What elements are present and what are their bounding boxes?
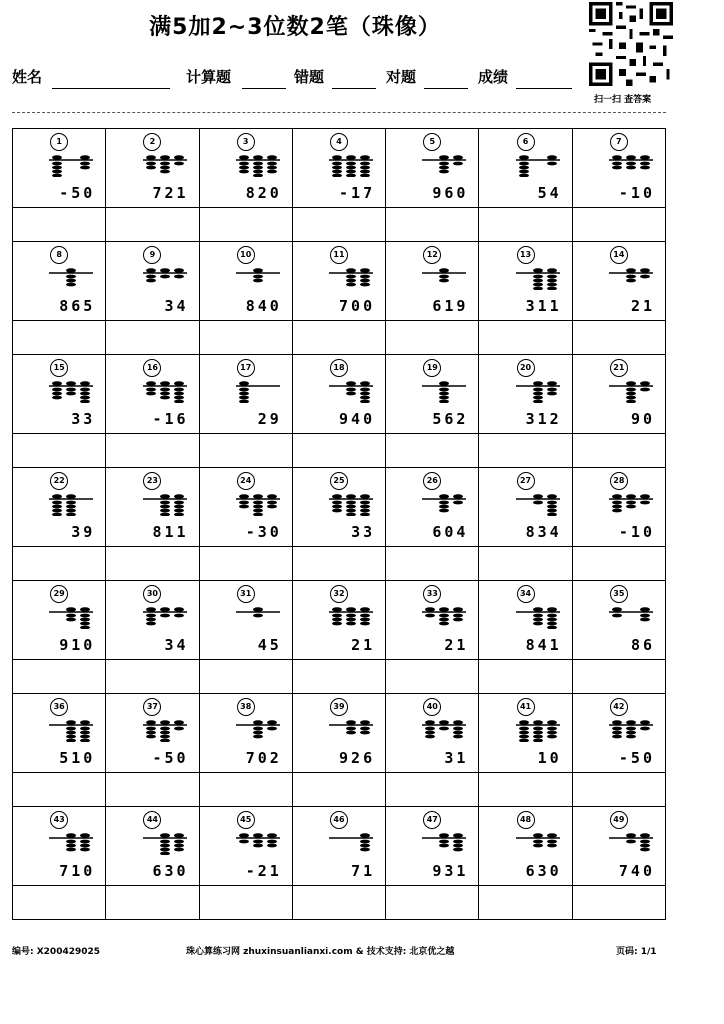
problem-cell (572, 468, 665, 547)
answer-cell[interactable] (106, 208, 199, 242)
problem-cell (106, 694, 199, 773)
wrong-label: 错题 (294, 68, 325, 86)
problem-number: 23 (143, 472, 161, 490)
answer-cell[interactable] (106, 321, 199, 355)
problem-number: 40 (423, 698, 441, 716)
abacus-beads-icon (516, 494, 560, 516)
problem-number: 9 (143, 246, 161, 264)
answer-cell[interactable] (572, 660, 665, 694)
problem-value: -17 (339, 184, 376, 202)
problem-number: 17 (237, 359, 255, 377)
problem-value: 34 (164, 636, 189, 654)
problem-value: 33 (351, 523, 376, 541)
problem-value: 54 (537, 184, 562, 202)
problem-number: 39 (330, 698, 348, 716)
problem-cell (479, 694, 572, 773)
problem-number: 11 (330, 246, 348, 264)
answer-cell[interactable] (572, 886, 665, 920)
answer-cell[interactable] (479, 208, 572, 242)
answer-cell[interactable] (386, 660, 479, 694)
problem-value: -10 (618, 523, 655, 541)
problem-value: 604 (432, 523, 469, 541)
problem-cell (106, 581, 199, 660)
problem-value: 931 (432, 862, 469, 880)
answer-cell[interactable] (386, 208, 479, 242)
problem-cell (292, 807, 385, 886)
problem-cell (386, 242, 479, 321)
problem-number: 5 (423, 133, 441, 151)
answer-cell[interactable] (106, 660, 199, 694)
problem-cell (479, 129, 572, 208)
footer-site: 珠心算练习网 zhuxinsuanlianxi.com & 技术支持: 北京优之越 (186, 947, 455, 957)
problem-value: -30 (245, 523, 282, 541)
problem-number: 4 (330, 133, 348, 151)
problem-number: 6 (517, 133, 535, 151)
problem-cell (386, 581, 479, 660)
answer-cell[interactable] (292, 208, 385, 242)
answer-cell[interactable] (386, 547, 479, 581)
answer-cell[interactable] (13, 434, 106, 468)
problem-value: 21 (351, 636, 376, 654)
problem-value: 29 (257, 410, 282, 428)
abacus-beads-icon (516, 268, 560, 290)
problem-cell (386, 807, 479, 886)
answer-cell[interactable] (13, 660, 106, 694)
problem-number: 12 (423, 246, 441, 264)
problem-value: 510 (59, 749, 96, 767)
problem-cell (479, 468, 572, 547)
problem-cell (572, 581, 665, 660)
problem-cell (572, 242, 665, 321)
problem-cell (199, 242, 292, 321)
abacus-beads-icon (422, 607, 466, 629)
problem-number: 47 (423, 811, 441, 829)
problem-value: 630 (525, 862, 562, 880)
problem-number: 28 (610, 472, 628, 490)
problem-number: 22 (50, 472, 68, 490)
problem-cell (479, 581, 572, 660)
abacus-beads-icon (329, 607, 373, 629)
problem-value: 630 (152, 862, 189, 880)
problem-value: 31 (444, 749, 469, 767)
abacus-beads-icon (516, 155, 560, 177)
doc-code: 编号: X200429025 (12, 947, 101, 957)
problem-value: -16 (152, 410, 189, 428)
problem-number: 49 (610, 811, 628, 829)
abacus-beads-icon (49, 381, 93, 403)
problem-value: 71 (351, 862, 376, 880)
problem-value: 21 (444, 636, 469, 654)
answer-cell[interactable] (106, 886, 199, 920)
answer-cell[interactable] (199, 660, 292, 694)
problem-cell (572, 807, 665, 886)
abacus-beads-icon (143, 607, 187, 629)
problem-cell (106, 468, 199, 547)
abacus-beads-icon (143, 268, 187, 290)
problem-cell (292, 129, 385, 208)
problem-cell (292, 242, 385, 321)
answer-cell[interactable] (292, 321, 385, 355)
problem-number: 24 (237, 472, 255, 490)
problem-number: 30 (143, 585, 161, 603)
problem-value: 33 (71, 410, 96, 428)
answer-cell[interactable] (479, 547, 572, 581)
problem-number: 10 (237, 246, 255, 264)
answer-cell[interactable] (13, 886, 106, 920)
problem-value: -50 (618, 749, 655, 767)
answer-cell[interactable] (13, 208, 106, 242)
abacus-beads-icon (516, 381, 560, 403)
answer-cell[interactable] (13, 321, 106, 355)
answer-cell[interactable] (13, 773, 106, 807)
name-blank[interactable] (52, 88, 170, 89)
problem-number: 16 (143, 359, 161, 377)
problem-value: 86 (630, 636, 655, 654)
problem-cell (106, 807, 199, 886)
count-label: 计算题 (186, 68, 232, 86)
answer-cell[interactable] (13, 547, 106, 581)
abacus-beads-icon (422, 494, 466, 516)
abacus-beads-icon (49, 833, 93, 855)
problem-value: 721 (152, 184, 189, 202)
problem-cell (292, 355, 385, 434)
abacus-beads-icon (329, 268, 373, 290)
abacus-beads-icon (609, 607, 653, 629)
problem-cell (199, 807, 292, 886)
count-blank[interactable] (242, 88, 286, 89)
problem-number: 33 (423, 585, 441, 603)
answer-cell[interactable] (292, 434, 385, 468)
answer-cell[interactable] (106, 434, 199, 468)
problem-number: 26 (423, 472, 441, 490)
abacus-beads-icon (516, 607, 560, 629)
abacus-beads-icon (236, 381, 280, 403)
problem-cell (106, 355, 199, 434)
right-label: 对题 (386, 68, 417, 86)
problem-cell (479, 807, 572, 886)
abacus-beads-icon (422, 155, 466, 177)
problem-value: 710 (59, 862, 96, 880)
problem-number: 7 (610, 133, 628, 151)
answer-cell[interactable] (386, 321, 479, 355)
answer-cell[interactable] (572, 547, 665, 581)
problem-number: 37 (143, 698, 161, 716)
problem-value: 619 (432, 297, 469, 315)
answer-cell[interactable] (199, 434, 292, 468)
answer-cell[interactable] (386, 773, 479, 807)
problem-value: -50 (59, 184, 96, 202)
problem-cell (479, 355, 572, 434)
qr-code (586, 2, 676, 86)
answer-cell[interactable] (106, 773, 199, 807)
answer-cell[interactable] (479, 773, 572, 807)
abacus-beads-icon (143, 833, 187, 855)
problem-number: 34 (517, 585, 535, 603)
answer-cell[interactable] (479, 434, 572, 468)
problem-number: 43 (50, 811, 68, 829)
problem-number: 42 (610, 698, 628, 716)
abacus-beads-icon (236, 155, 280, 177)
problem-number: 3 (237, 133, 255, 151)
problem-value: 940 (339, 410, 376, 428)
problem-cell (106, 242, 199, 321)
abacus-beads-icon (329, 381, 373, 403)
problem-value: 834 (525, 523, 562, 541)
problem-value: -50 (152, 749, 189, 767)
abacus-beads-icon (609, 833, 653, 855)
answer-cell[interactable] (199, 208, 292, 242)
answer-cell[interactable] (572, 434, 665, 468)
abacus-beads-icon (329, 833, 373, 855)
page-title: 满5加2~3位数2笔（珠像） (149, 15, 441, 40)
problem-cell (386, 355, 479, 434)
problem-value: 562 (432, 410, 469, 428)
problem-cell (199, 129, 292, 208)
problem-number: 18 (330, 359, 348, 377)
problem-grid (12, 128, 666, 920)
problem-cell (572, 355, 665, 434)
problem-number: 36 (50, 698, 68, 716)
abacus-beads-icon (609, 720, 653, 742)
problem-value: 21 (630, 297, 655, 315)
abacus-beads-icon (49, 268, 93, 290)
problem-cell (572, 694, 665, 773)
problem-cell (292, 468, 385, 547)
abacus-beads-icon (143, 494, 187, 516)
abacus-beads-icon (143, 155, 187, 177)
problem-cell (386, 468, 479, 547)
abacus-beads-icon (422, 381, 466, 403)
answer-cell[interactable] (572, 208, 665, 242)
answer-cell[interactable] (386, 434, 479, 468)
answer-cell[interactable] (572, 321, 665, 355)
abacus-beads-icon (143, 381, 187, 403)
problem-value: 700 (339, 297, 376, 315)
problem-number: 31 (237, 585, 255, 603)
answer-cell[interactable] (479, 886, 572, 920)
problem-value: 926 (339, 749, 376, 767)
abacus-beads-icon (49, 720, 93, 742)
student-info-row (12, 66, 592, 90)
problem-cell (13, 468, 106, 547)
problem-number: 35 (610, 585, 628, 603)
problem-cell (572, 129, 665, 208)
abacus-beads-icon (329, 155, 373, 177)
problem-number: 2 (143, 133, 161, 151)
abacus-beads-icon (236, 607, 280, 629)
abacus-beads-icon (49, 494, 93, 516)
problem-value: -21 (245, 862, 282, 880)
problem-value: -10 (618, 184, 655, 202)
answer-cell[interactable] (199, 547, 292, 581)
problem-cell (13, 581, 106, 660)
abacus-beads-icon (422, 833, 466, 855)
problem-number: 21 (610, 359, 628, 377)
abacus-beads-icon (422, 268, 466, 290)
problem-number: 13 (517, 246, 535, 264)
answer-cell[interactable] (292, 547, 385, 581)
problem-number: 44 (143, 811, 161, 829)
problem-value: 960 (432, 184, 469, 202)
problem-number: 41 (517, 698, 535, 716)
abacus-beads-icon (236, 833, 280, 855)
problem-number: 25 (330, 472, 348, 490)
problem-cell (199, 468, 292, 547)
problem-number: 46 (330, 811, 348, 829)
problem-number: 1 (50, 133, 68, 151)
page-number: 页码: 1/1 (616, 947, 657, 957)
abacus-beads-icon (143, 720, 187, 742)
problem-cell (106, 129, 199, 208)
abacus-beads-icon (49, 155, 93, 177)
problem-value: 811 (152, 523, 189, 541)
abacus-beads-icon (236, 494, 280, 516)
abacus-beads-icon (49, 607, 93, 629)
problem-value: 865 (59, 297, 96, 315)
problem-value: 34 (164, 297, 189, 315)
abacus-beads-icon (516, 720, 560, 742)
problem-value: 841 (525, 636, 562, 654)
right-blank[interactable] (424, 88, 468, 89)
abacus-beads-icon (609, 155, 653, 177)
answer-cell[interactable] (199, 886, 292, 920)
problem-number: 19 (423, 359, 441, 377)
abacus-beads-icon (609, 381, 653, 403)
answer-cell[interactable] (199, 321, 292, 355)
wrong-blank[interactable] (332, 88, 376, 89)
problem-number: 27 (517, 472, 535, 490)
answer-cell[interactable] (479, 660, 572, 694)
answer-cell[interactable] (572, 773, 665, 807)
answer-cell[interactable] (479, 321, 572, 355)
problem-number: 20 (517, 359, 535, 377)
problem-cell (199, 694, 292, 773)
problem-cell (479, 242, 572, 321)
problem-value: 90 (630, 410, 655, 428)
problem-cell (13, 242, 106, 321)
answer-cell[interactable] (292, 886, 385, 920)
problem-cell (386, 129, 479, 208)
problem-cell (292, 581, 385, 660)
problem-number: 15 (50, 359, 68, 377)
problem-value: 840 (245, 297, 282, 315)
problem-value: 10 (537, 749, 562, 767)
abacus-beads-icon (516, 833, 560, 855)
cut-line (12, 112, 666, 113)
problem-value: 39 (71, 523, 96, 541)
answer-cell[interactable] (386, 886, 479, 920)
answer-cell[interactable] (199, 773, 292, 807)
abacus-beads-icon (236, 720, 280, 742)
answer-cell[interactable] (292, 773, 385, 807)
abacus-beads-icon (329, 720, 373, 742)
problem-value: 910 (59, 636, 96, 654)
problem-cell (199, 355, 292, 434)
score-label: 成绩 (478, 68, 509, 86)
problem-cell (13, 807, 106, 886)
abacus-beads-icon (422, 720, 466, 742)
problem-value: 702 (245, 749, 282, 767)
problem-number: 45 (237, 811, 255, 829)
problem-number: 32 (330, 585, 348, 603)
problem-cell (292, 694, 385, 773)
problem-number: 38 (237, 698, 255, 716)
problem-number: 29 (50, 585, 68, 603)
qr-caption: 扫一扫 查答案 (594, 95, 652, 105)
problem-cell (13, 694, 106, 773)
problem-number: 48 (517, 811, 535, 829)
abacus-beads-icon (609, 494, 653, 516)
problem-cell (386, 694, 479, 773)
problem-value: 820 (245, 184, 282, 202)
abacus-beads-icon (329, 494, 373, 516)
problem-cell (13, 129, 106, 208)
abacus-beads-icon (236, 268, 280, 290)
problem-value: 45 (257, 636, 282, 654)
answer-cell[interactable] (106, 547, 199, 581)
problem-number: 14 (610, 246, 628, 264)
problem-cell (199, 581, 292, 660)
abacus-beads-icon (609, 268, 653, 290)
answer-cell[interactable] (292, 660, 385, 694)
score-blank[interactable] (516, 88, 572, 89)
problem-value: 740 (618, 862, 655, 880)
name-label: 姓名 (12, 68, 43, 86)
problem-number: 8 (50, 246, 68, 264)
problem-value: 312 (525, 410, 562, 428)
problem-value: 311 (525, 297, 562, 315)
problem-cell (13, 355, 106, 434)
